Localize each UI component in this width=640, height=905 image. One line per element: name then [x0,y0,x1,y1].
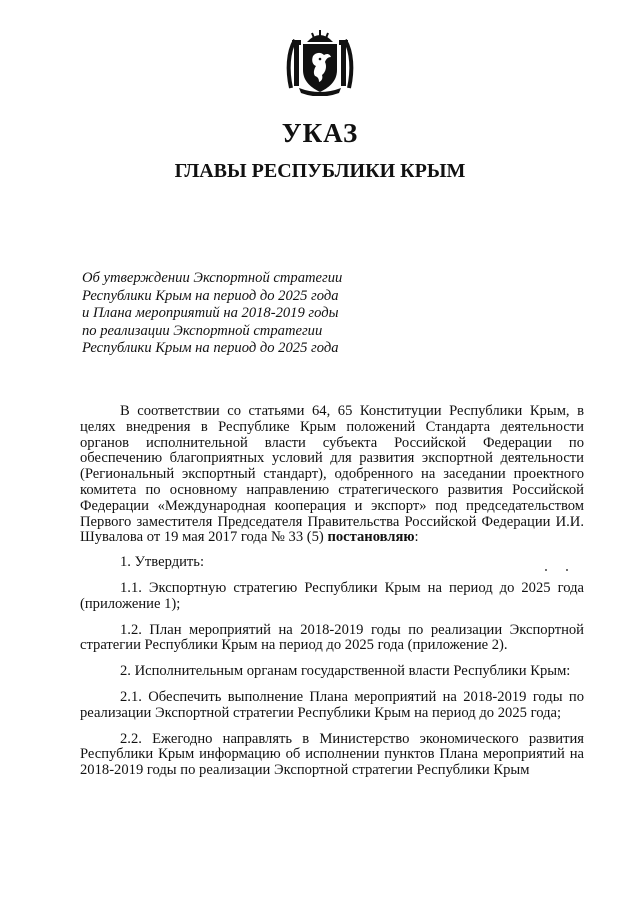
decree-title: УКАЗ [281,118,359,148]
clause-paragraph: 2.2. Ежегодно направлять в Министерство экономического развития Республики Крым информацию об исполнении пунктов Плана мероприятий на 2018-2019 годы по реализации Экспортной стратегии Республики Крым [80,730,584,779]
preamble-text: В соответствии со статьями 64, 65 Конституции Республики Крым, в целях внедрения в Республике Крым положений Стандарта деятельности органов исполнительной власти субъекта Российской Федерации по обеспечению благоприятных условий для развития экспортной деятельности (Региональный экспортный стандарт), одобренного на заседании проектного комитета по основному направлению стратегического развития Российской Федерации «Международная кооперация и экспорт» под председательством Первого заместителя Председателя Правительства Российской Федерации И.И. Шувалова от 19 мая 2017 года № 33 (5) [80,403,584,546]
subject-line: Республики Крым на период до 2025 года [82,340,339,357]
subject-line: по реализации Экспортной стратегии [82,322,323,339]
clause-paragraph: 1. Утвердить: [120,554,205,571]
clause-paragraph: 2. Исполнительным органам государственной власти Республики Крым: [120,663,571,680]
subject-line: и Плана мероприятий на 2018-2019 годы [82,305,339,322]
decree-issuer: ГЛАВЫ РЕСПУБЛИКИ КРЫМ [174,160,466,182]
decree-colon: : [414,529,419,546]
scan-speck [545,569,547,571]
subject-line: Об утверждении Экспортной стратегии [82,270,343,286]
preamble-paragraph [80,404,584,546]
clause-paragraph: 1.2. План мероприятий на 2018-2019 годы по реализации Экспортной стратегии Республики Крым на период до 2025 года (приложение 2). [80,621,584,654]
subject-line: Республики Крым на период до 2025 года [82,287,339,304]
decree-subject [82,270,402,358]
crimea-coat-of-arms-icon [285,30,355,96]
scan-speck [566,569,568,571]
clause-paragraph: 2.1. Обеспечить выполнение Плана мероприятий на 2018-2019 годы по реализации Экспортной стратегии Республики Крым на период до 2025 года; [80,688,584,721]
clause-paragraph: 1.1. Экспортную стратегию Республики Крым на период до 2025 года (приложение 1); [80,579,584,612]
decree-body [80,404,584,789]
decree-word: постановляю [327,529,415,546]
